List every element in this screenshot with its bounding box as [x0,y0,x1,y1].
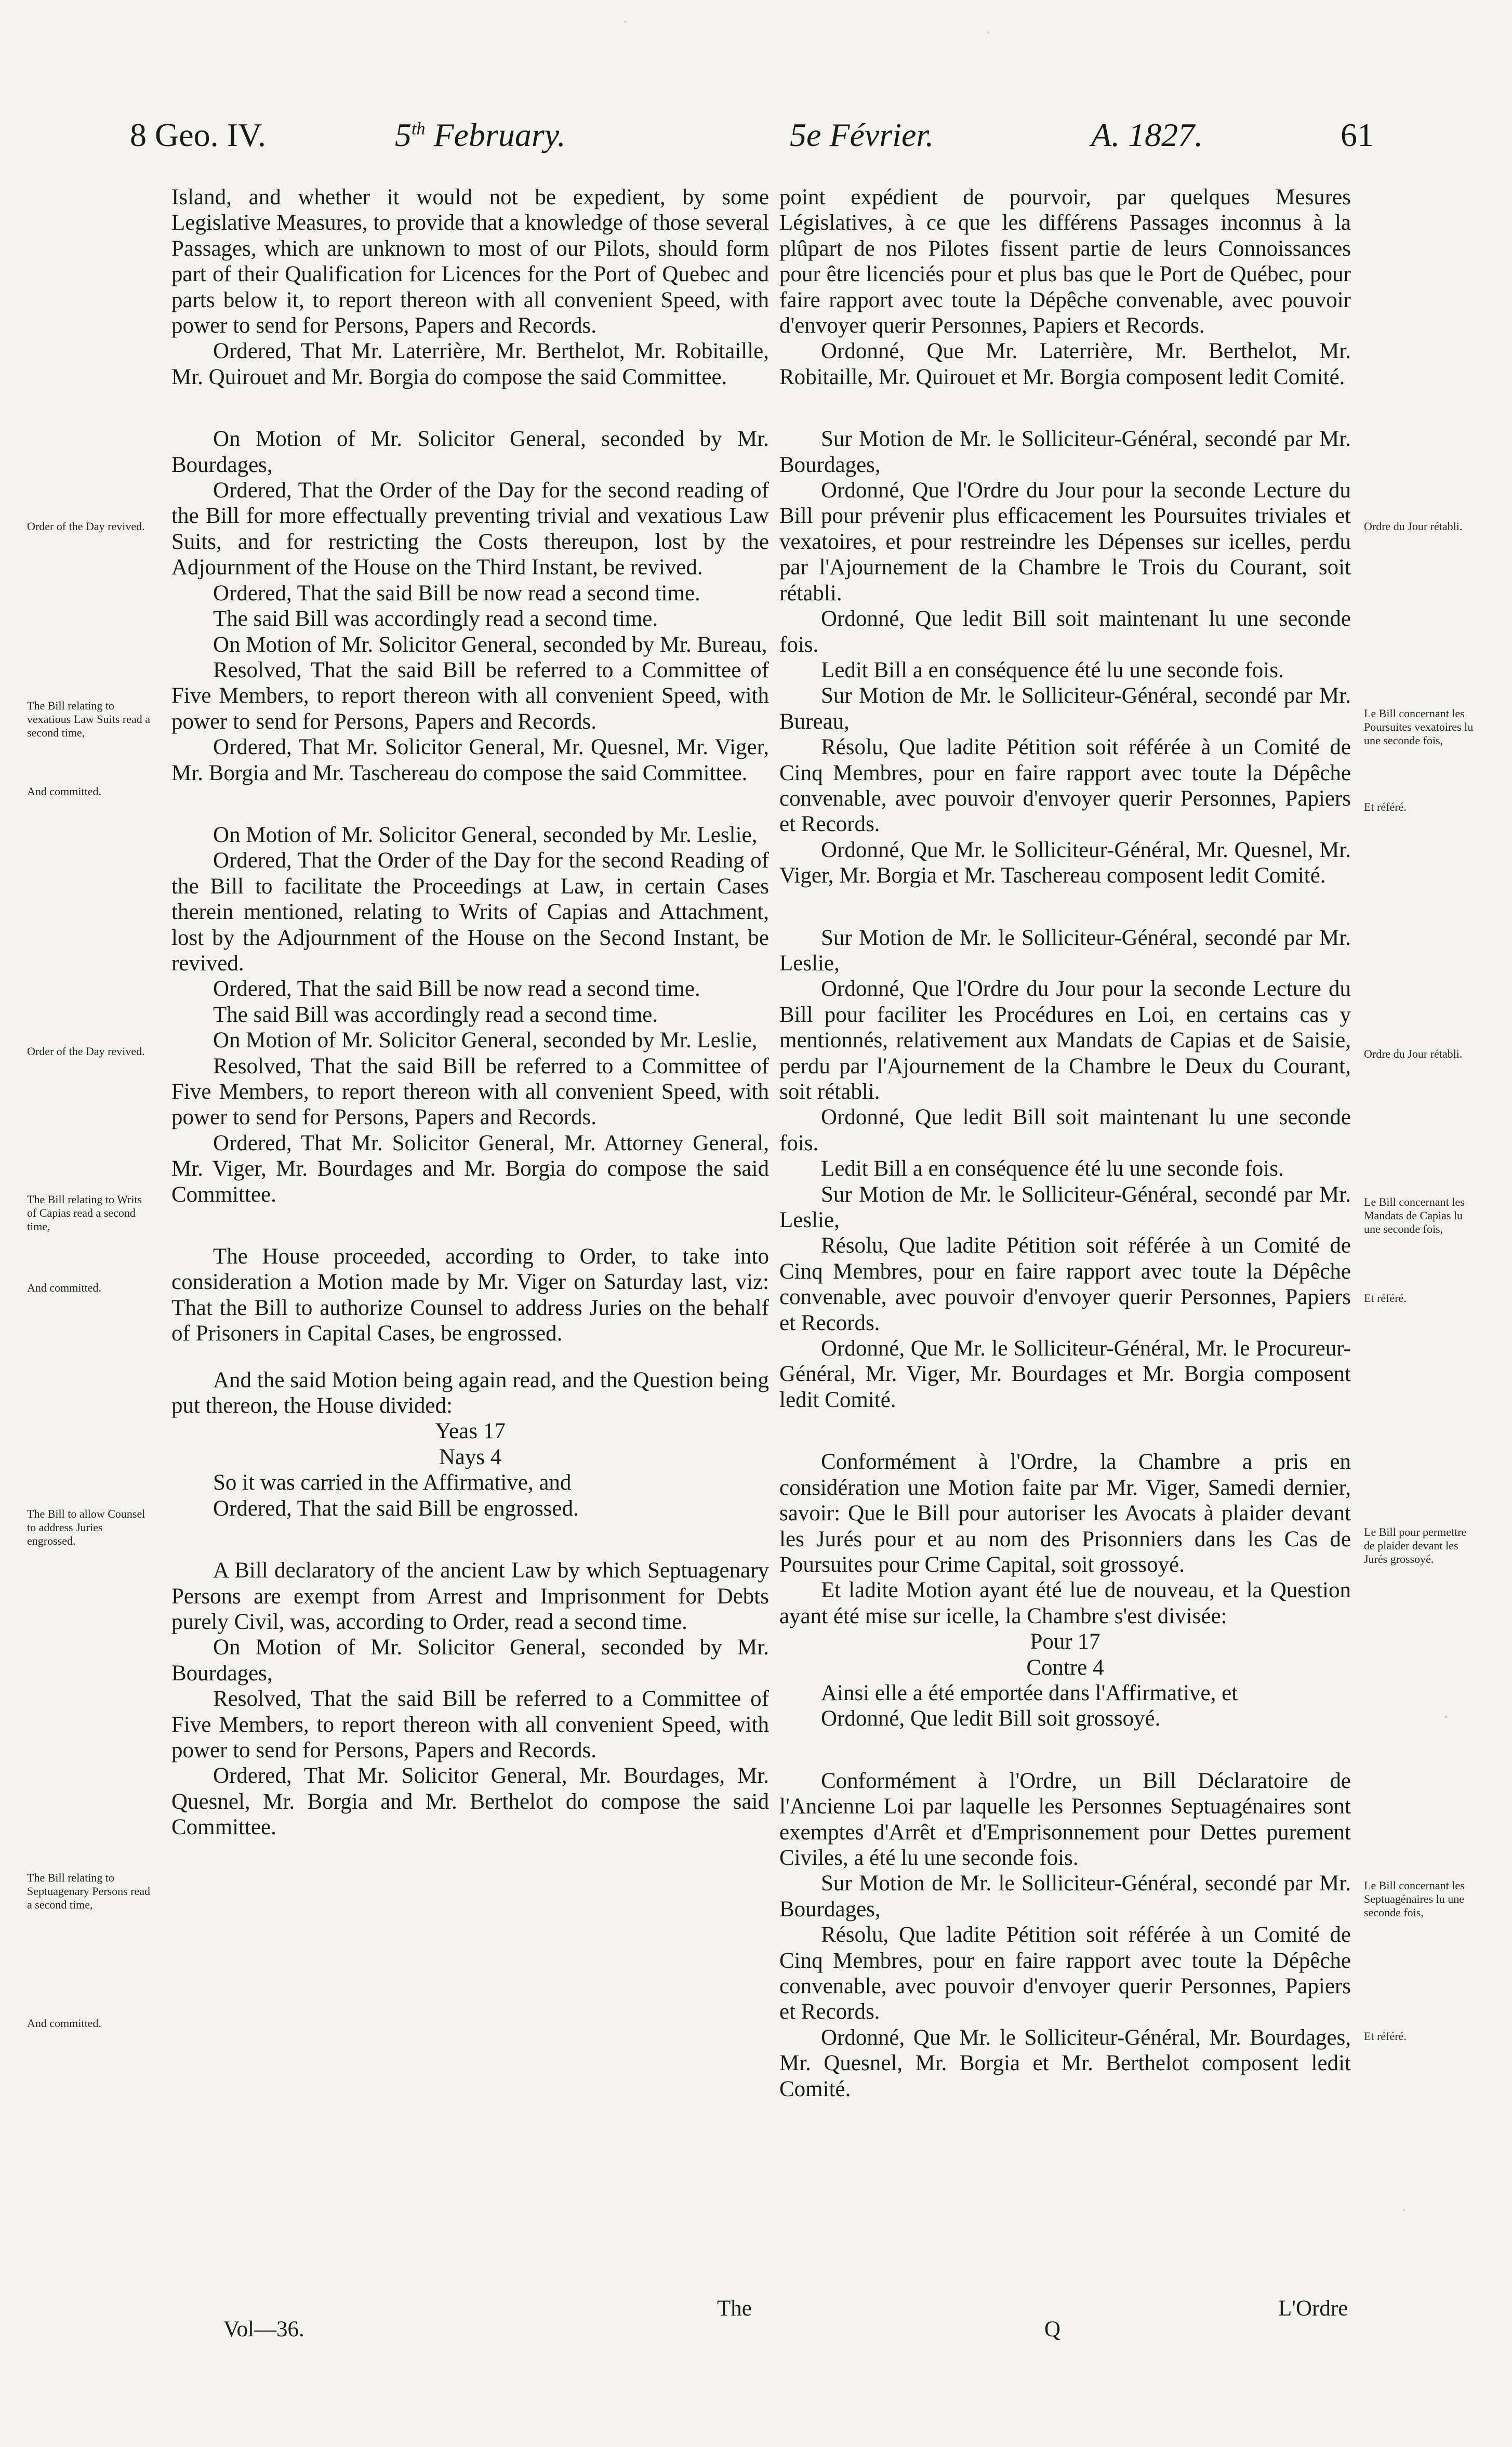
paragraph: Et ladite Motion ayant été lue de nouveau, et la Question ayant été mise sur icelle, la Chambre s'est divisée: [779,1578,1351,1628]
paragraph: Sur Motion de Mr. le Solliciteur-Général, secondé par Mr. Bourdages, [779,427,1351,477]
paragraph: On Motion of Mr. Solicitor General, seconded by Mr. Leslie, [213,822,758,847]
margin-note-right: Le Bill concernant les Poursuites vexatoires lu une seconde fois, [1364,707,1474,747]
paragraph: Ordonné, Que ledit Bill soit grossoyé. [821,1706,1161,1731]
paragraph: Ordonné, Que l'Ordre du Jour pour la seconde Lecture du Bill pour prévenir plus efficacement les Poursuites triviales et vexatoires, et pour restreindre les Dépenses sur icelles, perdu par l'Ajournement de la Chambre le Trois du Courant, soit rétabli. [779,478,1351,606]
paragraph: The said Bill was accordingly read a second time. [213,607,658,632]
margin-note-left: Order of the Day revived. [27,1045,145,1058]
paragraph: point expédient de pourvoir, par quelques Mesures Législatives, à ce que les différens Passages inconnus à la plûpart de nos Pilotes fissent partie de leurs Connoissances pour être licenciés pour et plus bas que le Port de Québec, pour faire rapport avec toute la Dépêche convenable, avec pouvoir d'envoyer querir Personnes, Papiers et Records. [779,185,1351,338]
margin-note-left: And committed. [27,785,101,798]
year: A. 1827. [1091,116,1203,153]
margin-note-left: The Bill to allow Counsel to address Juries engrossed. [27,1507,145,1547]
paragraph: Résolu, Que ladite Pétition soit référée à un Comité de Cinq Membres, pour en faire rapport avec toute la Dépêche convenable, avec pouvoir d'envoyer querir Personnes, Papiers et Records. [779,1233,1351,1335]
paragraph: A Bill declaratory of the ancient Law by which Septuagenary Persons are exempt from Arrest and Imprisonment for Debts purely Civil, was, according to Order, read a second time. [171,1558,769,1634]
paragraph: Resolved, That the said Bill be referred to a Committee of Five Members, to report thereon with all convenient Speed, with power to send for Persons, Papers and Records. [171,657,769,734]
paragraph: On Motion of Mr. Solicitor General, seconded by Mr. Bourdages, [171,427,769,477]
french-column [779,185,1351,2102]
paragraph: Ordonné, Que Mr. le Solliciteur-Général, Mr. Bourdages, Mr. Quesnel, Mr. Borgia et Mr. Berthelot composent ledit Comité. [779,2025,1351,2101]
paragraph: Conformément à l'Ordre, la Chambre a pris en considération une Motion faite par Mr. Viger, Samedi dernier, savoir: Que le Bill pour autoriser les Avocats à plaider devant les Jurés pour et au nom des Prisonniers dans les Cas de Poursuites pour Crime Capital, soit grossoyé. [779,1450,1351,1577]
paragraph: Resolved, That the said Bill be referred to a Committee of Five Members, to report thereon with all convenient Speed, with power to send for Persons, Papers and Records. [171,1054,769,1130]
margin-note-left: And committed. [27,2017,101,2030]
date-english-suffix: th [412,119,426,139]
date-french: 5e Février. [790,116,934,153]
paragraph: Nays 4 [439,1444,502,1469]
margin-note-right: Ordre du Jour rétabli. [1364,1047,1463,1060]
volume-number: Vol—36. [223,2317,304,2341]
paragraph: Ordered, That the said Bill be now read a second time. [213,977,700,1002]
margin-note-right: Et référé. [1364,1292,1407,1305]
signature-mark: Q [1044,2317,1061,2341]
paragraph: Ordered, That Mr. Solicitor General, Mr. Attorney General, Mr. Viger, Mr. Bourdages and Mr. Borgia do compose the said Committee. [171,1130,769,1207]
paragraph: Sur Motion de Mr. le Solliciteur-Général, secondé par Mr. Bourdages, [779,1871,1351,1922]
margin-note-right: Et référé. [1364,2030,1407,2043]
paragraph: Ordonné, Que l'Ordre du Jour pour la seconde Lecture du Bill pour faciliter les Procédures en Loi, en certains cas y mentionnés, relativement aux Mandats de Capias et de Saisie, perdu par l'Ajournement de la Chambre le Deux du Courant, soit rétabli. [779,977,1351,1104]
date-english-day: 5 [395,116,412,153]
date-english [395,116,566,153]
catchword-french: L'Ordre [1278,2296,1348,2321]
paragraph: Sur Motion de Mr. le Solliciteur-Général, secondé par Mr. Bureau, [779,683,1351,734]
margin-note-right: Le Bill concernant les Septuagénaires lu une seconde fois, [1364,1879,1465,1919]
margin-note-right: Le Bill pour permettre de plaider devant les Jurés grossoyé. [1364,1525,1467,1565]
paragraph: On Motion of Mr. Solicitor General, seconded by Mr. Bourdages, [171,1635,769,1686]
margin-note-left: The Bill relating to vexatious Law Suits read a second time, [27,699,151,739]
paragraph: Island, and whether it would not be expedient, by some Legislative Measures, to provide that a knowledge of those several Passages, which are unknown to most of our Pilots, should form part of their Qualification for Licences for the Port of Quebec and parts below it, to report thereon with all convenient Speed, with power to send for Persons, Papers and Records. [171,185,769,338]
paragraph: Ordonné, Que Mr. le Solliciteur-Général, Mr. Quesnel, Mr. Viger, Mr. Borgia et Mr. Taschereau composent ledit Comité. [779,837,1351,888]
paragraph: Résolu, Que ladite Pétition soit référée à un Comité de Cinq Membres, pour en faire rapport avec toute la Dépêche convenable, avec pouvoir d'envoyer querir Personnes, Papiers et Records. [779,1923,1351,2024]
date-english-month: February. [433,116,566,153]
regnal-year: 8 Geo. IV. [130,116,266,153]
paragraph: Pour 17 [1030,1629,1100,1654]
paragraph: On Motion of Mr. Solicitor General, seconded by Mr. Leslie, [213,1028,758,1053]
paragraph: Conformément à l'Ordre, un Bill Déclaratoire de l'Ancienne Loi par laquelle les Personnes Septuagénaires sont exemptes d'Arrêt et d'Emprisonnement pour Dettes purement Civiles, a été lu une seconde fois. [779,1768,1351,1870]
paragraph: Ordonné, Que ledit Bill soit maintenant lu une seconde fois. [779,1105,1351,1155]
margin-note-right: Et référé. [1364,800,1407,813]
paragraph: Ordonné, Que Mr. le Solliciteur-Général, Mr. le Procureur-Général, Mr. Viger, Mr. Bourdages et Mr. Borgia composent ledit Comité. [779,1336,1351,1412]
paper-speck [987,31,990,34]
paragraph: Résolu, Que ladite Pétition soit référée à un Comité de Cinq Membres, pour en faire rapport avec toute la Dépêche convenable, avec pouvoir d'envoyer querir Personnes, Papiers et Records. [779,735,1351,837]
margin-note-left: Order of the Day revived. [27,520,145,533]
paragraph: Ordered, That Mr. Laterrière, Mr. Berthelot, Mr. Robitaille, Mr. Quirouet and Mr. Borgia do compose the said Committee. [171,339,769,389]
english-column [171,185,769,1840]
paragraph: The said Bill was accordingly read a second time. [213,1002,658,1027]
paper-speck [1403,2209,1405,2211]
paragraph: Ordered, That the said Bill be engrossed. [213,1496,579,1521]
paragraph: Ledit Bill a en conséquence été lu une seconde fois. [821,657,1284,682]
paragraph: Ordered, That the Order of the Day for the second reading of the Bill for more effectually preventing trivial and vexatious Law Suits, and for restricting the Costs thereupon, lost by the Adjournment of the House on the Third Instant, be revived. [171,478,769,580]
margin-note-left: And committed. [27,1281,101,1294]
paper-speck [1444,1715,1448,1718]
margin-note-left: The Bill relating to Writs of Capias read a second time, [27,1193,142,1233]
paragraph: Ordered, That the said Bill be now read a second time. [213,581,700,606]
paragraph: Ainsi elle a été emportée dans l'Affirmative, et [821,1680,1238,1705]
paragraph: Ordered, That the Order of the Day for the second Reading of the Bill to facilitate the Proceedings at Law, in certain Cases therein mentioned, relating to Writs of Capias and Attachment, lost by the Adjournment of the House on the Second Instant, be revived. [171,848,769,976]
paragraph: Sur Motion de Mr. le Solliciteur-Général, secondé par Mr. Leslie, [779,1182,1351,1233]
paragraph: Yeas 17 [435,1419,506,1444]
paragraph: Contre 4 [1026,1655,1104,1680]
paragraph: Ordonné, Que Mr. Laterrière, Mr. Berthelot, Mr. Robitaille, Mr. Quirouet et Mr. Borgia composent ledit Comité. [779,339,1351,389]
paragraph: Ordered, That Mr. Solicitor General, Mr. Quesnel, Mr. Viger, Mr. Borgia and Mr. Taschereau do compose the said Committee. [171,735,769,785]
margin-note-right: Ordre du Jour rétabli. [1364,520,1463,533]
paragraph: The House proceeded, according to Order, to take into consideration a Motion made by Mr. Viger on Saturday last, viz: That the Bill to authorize Counsel to address Juries on the behalf of Prisoners in Capital Cases, be engrossed. [171,1244,769,1346]
paragraph: And the said Motion being again read, and the Question being put thereon, the House divided: [171,1367,769,1418]
paragraph: On Motion of Mr. Solicitor General, seconded by Mr. Bureau, [213,632,767,657]
paragraph: Resolved, That the said Bill be referred to a Committee of Five Members, to report thereon with all convenient Speed, with power to send for Persons, Papers and Records. [171,1687,769,1762]
paragraph: Ledit Bill a en conséquence été lu une seconde fois. [821,1156,1284,1181]
paragraph: Ordonné, Que ledit Bill soit maintenant lu une seconde fois. [779,607,1351,657]
paper-speck [624,21,627,23]
paragraph: Ordered, That Mr. Solicitor General, Mr. Bourdages, Mr. Quesnel, Mr. Borgia and Mr. Berthelot do compose the said Committee. [171,1764,769,1840]
paragraph: So it was carried in the Affirmative, and [213,1470,572,1495]
margin-note-left: The Bill relating to Septuagenary Persons read a second time, [27,1871,151,1911]
margin-note-right: Le Bill concernant les Mandats de Capias lu une seconde fois, [1364,1195,1465,1235]
page-number: 61 [1341,116,1374,153]
paragraph: Sur Motion de Mr. le Solliciteur-Général, secondé par Mr. Leslie, [779,925,1351,976]
catchword-english: The [717,2296,752,2321]
